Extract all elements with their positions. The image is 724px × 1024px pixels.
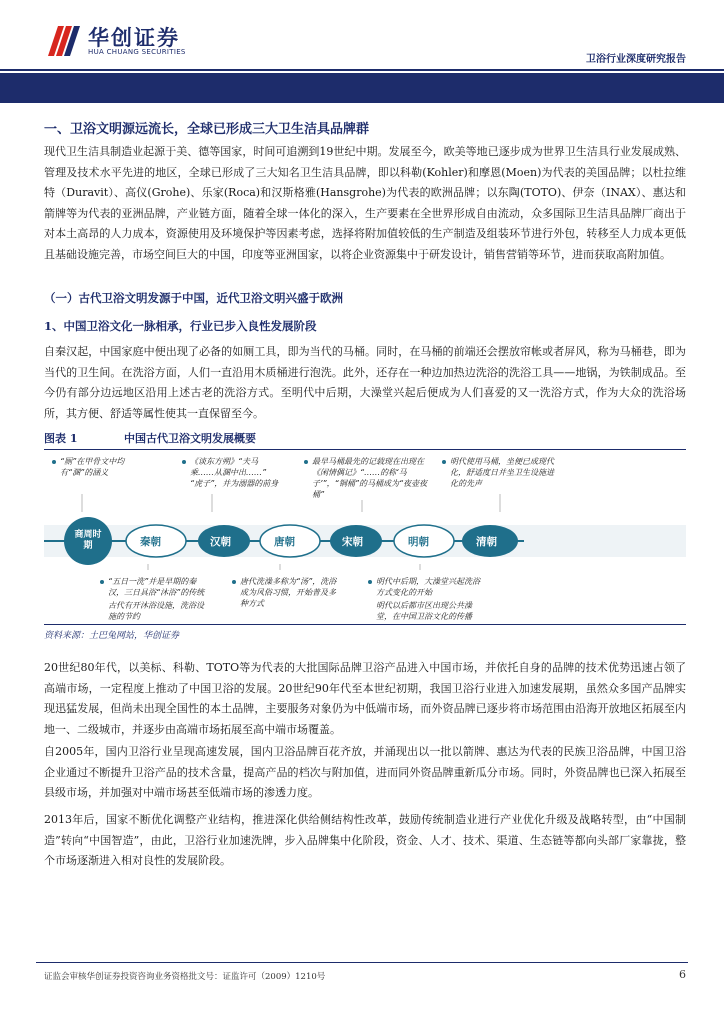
subsubsection-paragraph: 自秦汉起，中国家庭中便出现了必备的如厕工具，即为当代的马桶。同时，在马桶的前端还会摆放帘帐或者屏风，称为马桶巷，即为当代的卫生间。在洗浴方面，人们一直沿用木质桶进行泡洗。此外，还存在一种边加热边洗浴的洗浴工具——地锅，为铁制成品。至今仍有部分边远地区沿用上述古老的洗浴方式。至明代中后期，大澡堂兴起后便成为人们喜爱的又一洗浴方式，作为大众的洗浴场所，其方便、舒适等属性使其一直保留至今。	[44, 345, 686, 420]
page-number: 6	[679, 968, 686, 981]
subsubsection-title: 1、中国卫浴文化一脉相承，行业已步入良性发展阶段	[44, 319, 317, 333]
footer-rule	[36, 962, 688, 963]
figure-source: 资料来源：土巴兔网站，华创证券	[44, 624, 686, 641]
company-logo	[44, 20, 214, 62]
note-top-3: “虎子”，并为溺器的前身	[190, 479, 279, 488]
note-top-2: 《谈东方朔》“夫马乘……从溷中出……”	[190, 457, 267, 477]
timeline-figure	[44, 452, 686, 620]
era-label-qing: 清朝	[476, 536, 497, 548]
footer-text: 证监会审核华创证券投资咨询业务资格批文号：证监许可（2009）1210号	[44, 972, 326, 982]
era-label-han: 汉朝	[210, 536, 231, 548]
body-paragraph-1: 20世纪80年代，以美标、科勒、TOTO等为代表的大批国际品牌卫浴产品进入中国市场，并依托自身的品牌的技术优势迅速占领了高端市场，一定程度上推动了中国卫浴的发展。20世纪90年代至本世纪初期，我国卫浴行业进入加速发展期，虽然众多国产品牌实现迅猛发展，但尚未出现全国性的本土品牌，主要服务对象仍为中低端市场，而外资品牌已逐步将市场范围由沿海开放地区拓展至内地一、二级城市，并逐步由高端市场拓展至高中端市场覆盖。	[44, 661, 686, 736]
subsection-title: （一）古代卫浴文明发源于中国，近代卫浴文明兴盛于欧洲	[44, 291, 343, 305]
section-title: 一、卫浴文明源远流长，全球已形成三大卫生洁具品牌群	[44, 122, 370, 137]
header-band	[0, 73, 724, 103]
note-bottom-4: 明代中后期，大澡堂兴起洗浴方式变化的开始	[376, 577, 480, 597]
figure-title	[44, 430, 686, 450]
era-label-ming: 明朝	[408, 536, 429, 548]
note-top-4: 最早马桶最先的记载现在出现在《闲情偶记》“……的称‘马子’”，“铜桶”的马桶成为“夜壶夜桶”	[312, 457, 428, 499]
section-intro-paragraph: 现代卫生洁具制造业起源于美、德等国家，时间可追溯到19世纪中期。发展至今，欧美等地已逐步成为世界卫生洁具行业发展成熟、管理及技术水平先进的地区，全球已形成了三大知名卫生洁具品牌，即以科勒(Kohler)和摩恩(Moen)为代表的美国品牌；以杜拉维特（Duravit）、高仪(Grohe)、乐家(Roca)和汉斯格雅(Hansgrohe)为代表的欧洲品牌；以东陶(TOTO)、伊奈（INAX）、惠达和箭牌等为代表的亚洲品牌，产业链方面，随着全球一体化的深入，生产要素在全世界形成自由流动，众多国际卫生洁具品牌厂商出于对本土高昂的人力成本，资源使用及环境保护等因素考虑，选择将附加值较低的生产制造及组装环节进行外包，转移至人力成本更低且基础设施完善，市场空间巨大的中国，印度等亚洲国家，以将企业资源集中于研发设计，销售营销等环节，进而获取高附加值。	[44, 145, 686, 261]
figure-label: 图表 1	[44, 432, 78, 445]
note-top-1: “厕”在甲骨文中均有“溷”的涵义	[60, 457, 125, 477]
note-bottom-2: 古代有开沐浴设施，洗浴设施的节约	[108, 601, 204, 621]
logo-cn-text: 华创证券	[88, 26, 180, 50]
figure-caption: 中国古代卫浴文明发展概要	[124, 432, 256, 445]
body-paragraph-2: 自2005年，国内卫浴行业呈现高速发展，国内卫浴品牌百花齐放，并涌现出以一批以箭牌、惠达为代表的民族卫浴品牌，中国卫浴企业通过不断提升卫浴产品的技术含量，提高产品的档次与附加值，进而同外资品牌重新瓜分市场。同时，外资品牌也已深入拓展至县级市场，并加强对中端市场甚至低端市场的渗透力度。	[44, 745, 686, 799]
era-label-shangzhou: 商周时期	[74, 530, 102, 551]
note-top-5: 明代使用马桶，坐便已成现代化，舒适度日并坐卫生设施进化的先声	[450, 457, 554, 488]
note-bottom-3: 唐代洗澡多称为“汤”，洗浴成为风俗习惯，开始普及多种方式	[240, 577, 337, 608]
header-rule	[0, 69, 724, 71]
body-paragraph-3: 2013年后，国家不断优化调整产业结构，推进深化供给侧结构性改革，鼓励传统制造业进行产业优化升级及战略转型，由“中国制造”转向“中国智造”，由此，卫浴行业加速洗牌，步入品牌集中化阶段，资金、人才、技术、渠道、生态链等都向头部厂家靠拢，整个市场逐渐进入相对良性的发展阶段。	[44, 813, 686, 867]
note-bottom-5: 明代以后都市区出现公共澡堂，在中国卫浴文化的传播	[376, 601, 472, 621]
era-label-tang: 唐朝	[274, 536, 295, 548]
logo-mark-icon	[44, 22, 82, 60]
report-type: 卫浴行业深度研究报告	[586, 54, 686, 65]
era-label-qin: 秦朝	[140, 536, 161, 548]
era-label-song: 宋朝	[342, 536, 363, 548]
logo-en-text: HUA CHUANG SECURITIES	[88, 48, 186, 56]
note-bottom-1: “五日一洗”并是早期的秦汉，三日具浴“沐浴”的传统	[108, 577, 205, 597]
